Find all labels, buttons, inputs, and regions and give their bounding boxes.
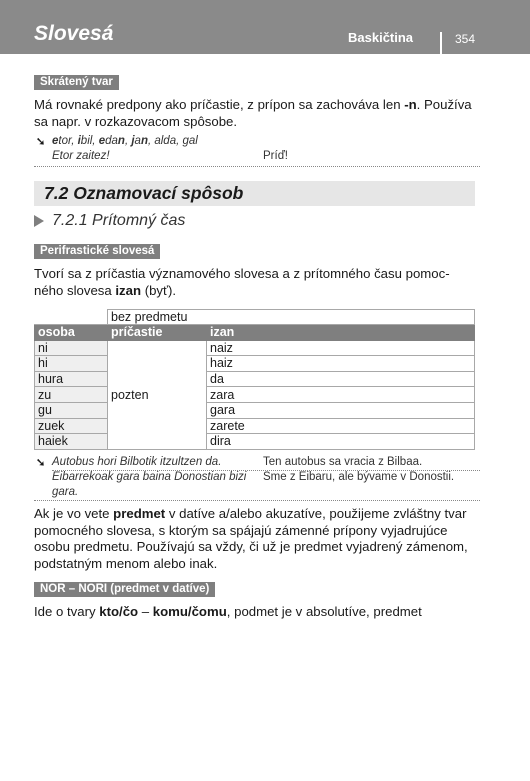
short-form-tag: Skrátený tvar (34, 75, 119, 90)
short-form-text-before: Má rovnaké predpony ako príčastie, z prípon sa zachováva len (34, 97, 405, 112)
komu-comu-word: komu/čomu (152, 604, 227, 619)
bold-prefix: n (140, 135, 148, 147)
example-source: Autobus hori Bilbotik itzultzen da. (52, 456, 222, 468)
participle-rest: bil, (80, 135, 99, 147)
participle-cell: pozten (108, 340, 207, 449)
auxiliary-cell: zarete (207, 418, 475, 434)
bold-prefix: j (131, 135, 135, 147)
text: pomocného slovesa, s ktorým sa spájajú zámenné prípony vyjadrujúce (34, 522, 448, 538)
participle-rest: , alda, gal (147, 135, 198, 147)
header-divider (440, 32, 442, 54)
short-form-paragraph (34, 97, 480, 130)
chapter-title: Slovesá (34, 22, 114, 45)
person-cell: ni (35, 340, 108, 356)
table-row (35, 434, 475, 450)
suffix-n: -n (404, 97, 417, 112)
auxiliary-cell: naiz (207, 340, 475, 356)
auxiliary-cell: gara (207, 402, 475, 418)
bold-prefix: e (52, 135, 59, 147)
subsection-title: 7.2.1 Prítomný čas (52, 212, 186, 229)
table-row (35, 402, 475, 418)
person-cell: gu (35, 402, 108, 418)
participle-examples (52, 135, 198, 147)
auxiliary-cell: da (207, 371, 475, 387)
page-header (0, 0, 530, 54)
person-cell: haiek (35, 434, 108, 450)
periphrastic-text-after: (byť). (141, 282, 177, 298)
example-translation: Ten autobus sa vracia z Bilbaa. (263, 456, 423, 468)
nor-nori-tag: NOR – NORI (predmet v datíve) (34, 582, 215, 597)
periphrastic-paragraph (34, 266, 464, 299)
text: , podmet je v absolutíve, predmet (226, 604, 422, 619)
column-header: osoba (35, 325, 108, 341)
conjugation-table (34, 309, 475, 450)
periphrastic-text-before: Tvorí sa z príčastia významového slovesa a z prítomného času pomoc-ného slovesa (34, 266, 450, 298)
participle-rest: a (134, 135, 141, 147)
column-header: príčastie (108, 325, 207, 341)
triangle-bullet-icon (34, 215, 44, 227)
bold-prefix: i (77, 135, 81, 147)
person-cell: zu (35, 387, 108, 403)
column-header: izan (207, 325, 475, 341)
text: Ide o tvary (34, 604, 100, 619)
example-source: Eibarrekoak gara baina Donostian bizi (52, 471, 247, 483)
example-arrow-icon: ➘ (36, 457, 46, 469)
text: v datíve a/alebo akuzatíve, použijeme zvláštny tvar (165, 506, 467, 521)
table-top-header: bez predmetu (108, 310, 475, 325)
example-translation: Príď! (263, 150, 288, 162)
example-arrow-icon: ➘ (36, 136, 46, 148)
person-cell: hi (35, 356, 108, 372)
empty-corner-cell (35, 310, 108, 325)
dotted-separator (34, 166, 480, 167)
kto-co-word: kto/čo (99, 604, 139, 619)
predmet-word: predmet (113, 506, 166, 521)
text: osobu predmetu. Používajú sa vždy, či už je predmet vyjadrený zámenom, (34, 539, 468, 554)
table-row (35, 356, 475, 372)
subsection-heading (34, 212, 185, 230)
section-heading (34, 181, 475, 206)
text: podstatným menom alebo inak. (34, 555, 218, 571)
person-cell: zuek (35, 418, 108, 434)
person-cell: hura (35, 371, 108, 387)
table-row (35, 387, 475, 403)
text: Ak je vo vete (34, 506, 114, 521)
table-row (35, 371, 475, 387)
section-title: 7.2 Oznamovací spôsob (44, 183, 244, 203)
auxiliary-cell: zara (207, 387, 475, 403)
participle-rest: , (124, 135, 132, 147)
participle-rest: da (105, 135, 118, 147)
example-translation: Sme z Eibaru, ale bývame v Donostii. (263, 471, 455, 483)
bold-prefix: e (98, 135, 106, 147)
table-row (35, 340, 475, 356)
participle-rest: tor, (58, 135, 78, 147)
bold-prefix: n (117, 135, 125, 147)
book-language: Baskičtina (348, 30, 414, 45)
auxiliary-cell: haiz (207, 356, 475, 372)
short-form-text-after: . Používa sa napr. v rozkazovacom spôsobe. (34, 97, 472, 129)
object-paragraph (34, 506, 480, 572)
page-number: 354 (455, 32, 476, 46)
nor-nori-paragraph (34, 604, 480, 621)
table-row (35, 418, 475, 434)
auxiliary-cell: dira (207, 434, 475, 450)
example-source: Etor zaitez! (52, 150, 110, 162)
example-source-continued: gara. (52, 486, 79, 498)
izan-word: izan (115, 282, 142, 298)
dotted-separator (34, 500, 480, 501)
periphrastic-tag: Perifrastické slovesá (34, 244, 160, 259)
text: – (138, 604, 153, 619)
